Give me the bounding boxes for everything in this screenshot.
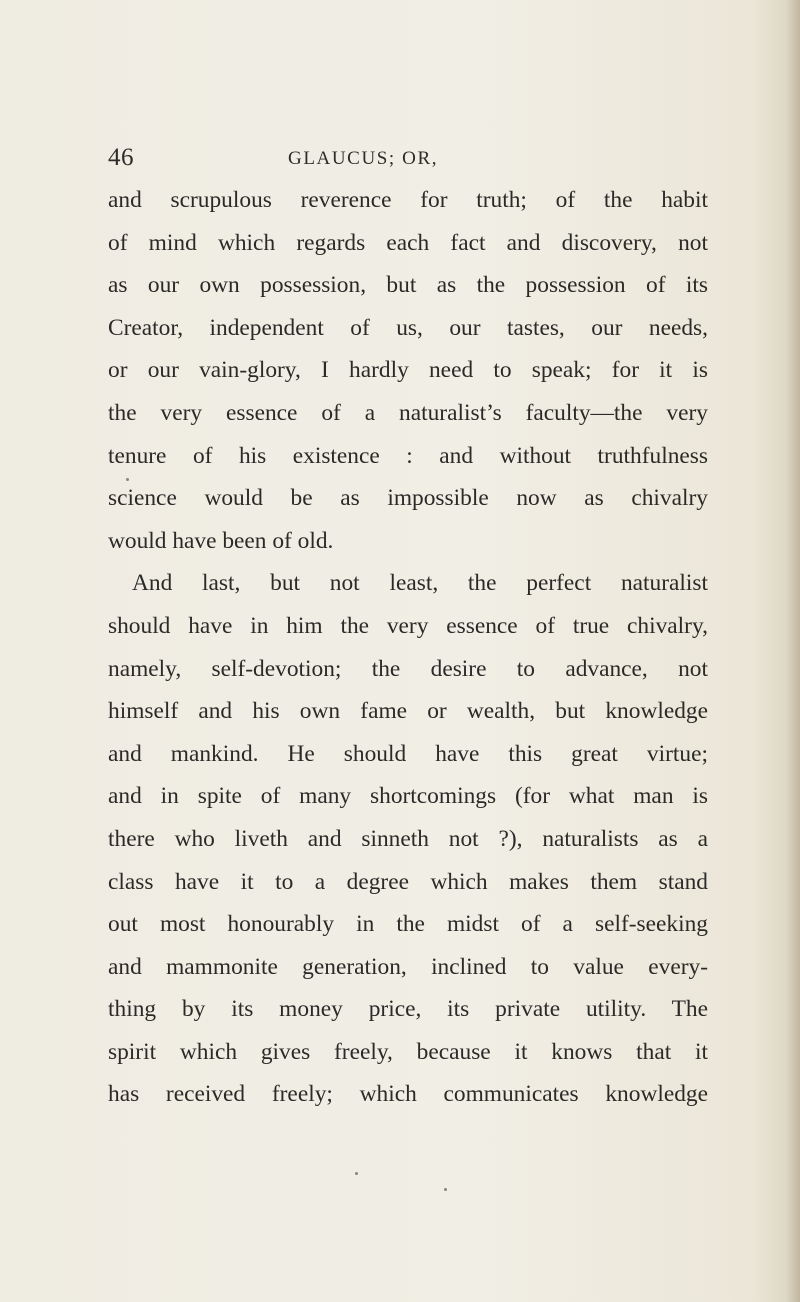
page-header <box>0 144 800 180</box>
paper-speck <box>444 1188 447 1191</box>
text-line: class have it to a degree which makes them stand <box>108 868 708 895</box>
text-line: Creator, independent of us, our tastes, our needs, <box>108 314 708 341</box>
text-line: spirit which gives freely, because it knows that it <box>108 1038 708 1065</box>
text-line: himself and his own fame or wealth, but knowledge <box>108 698 708 725</box>
page-number: 46 <box>108 144 134 171</box>
page-edge-shadow <box>786 0 800 1302</box>
paper-speck <box>126 478 129 481</box>
text-line: science would be as impossible now as chivalry <box>108 485 708 512</box>
paragraph-start-line: And last, but not least, the perfect naturalist <box>132 570 708 597</box>
text-line: should have in him the very essence of true chivalry, <box>108 612 708 639</box>
text-line: would have been of old. <box>108 527 334 554</box>
text-line: and mammonite generation, inclined to value every- <box>108 953 708 980</box>
text-line: and in spite of many shortcomings (for what man is <box>108 783 708 810</box>
text-line: namely, self-devotion; the desire to advance, not <box>108 655 708 682</box>
paper-speck <box>355 1172 358 1175</box>
text-line: and scrupulous reverence for truth; of the habit <box>108 187 708 213</box>
body-text <box>108 179 708 1116</box>
text-line: out most honourably in the midst of a self-seeking <box>108 911 708 938</box>
text-line: the very essence of a naturalist’s faculty—the very <box>108 399 708 426</box>
text-line: as our own possession, but as the possession of its <box>108 272 708 299</box>
text-line: and mankind. He should have this great virtue; <box>108 740 708 767</box>
text-line: tenure of his existence : and without truthfulness <box>108 442 708 469</box>
running-head: GLAUCUS; OR, <box>288 148 439 169</box>
text-line: of mind which regards each fact and discovery, not <box>108 229 708 256</box>
text-line: thing by its money price, its private utility. The <box>108 996 708 1023</box>
text-line: has received freely; which communicates knowledge <box>108 1081 708 1108</box>
text-line: there who liveth and sinneth not ?), naturalists as a <box>108 825 708 852</box>
text-line: or our vain-glory, I hardly need to speak; for it is <box>108 357 708 384</box>
